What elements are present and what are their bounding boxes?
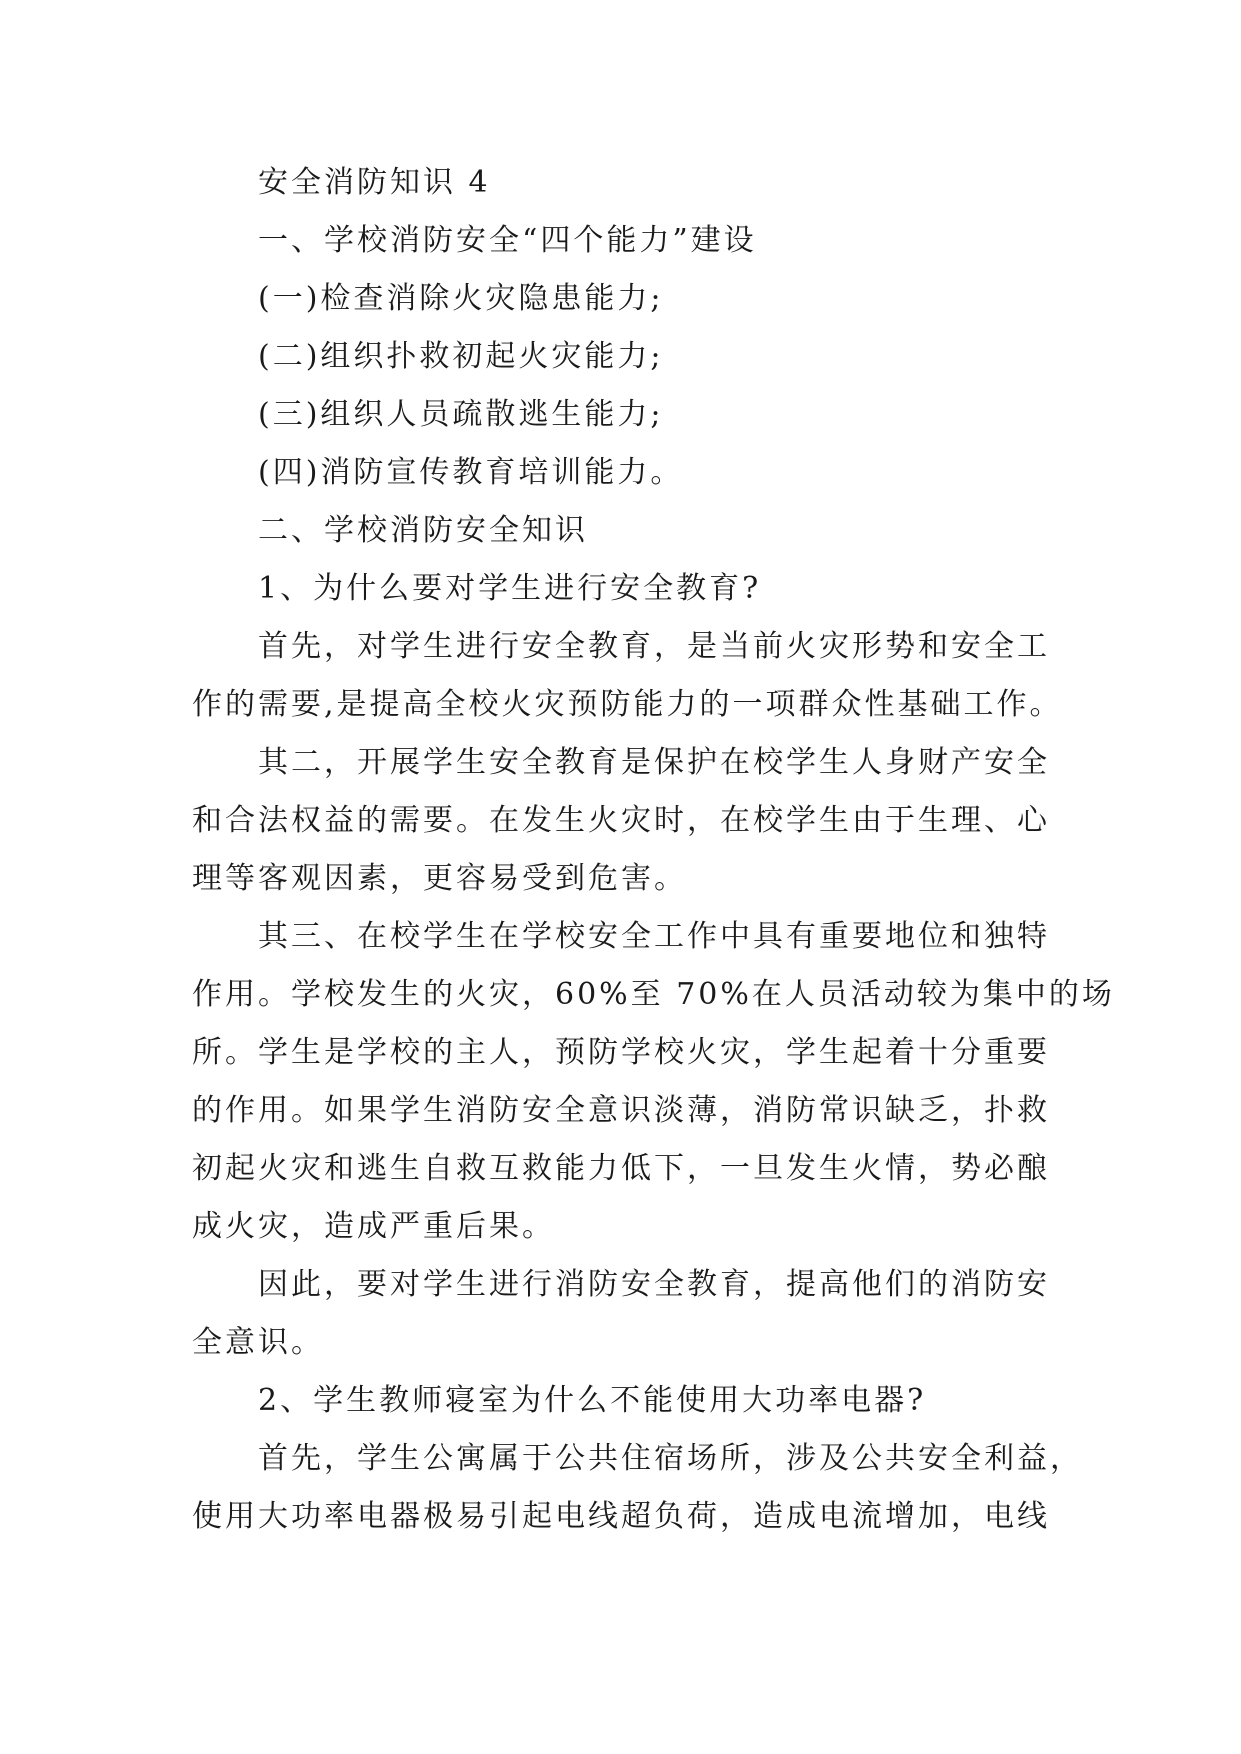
paragraph-line: 首先，对学生进行安全教育，是当前火灾形势和安全工 [258,629,1050,664]
section1-heading: 一、学校消防安全“四个能力”建设 [258,223,757,258]
paragraph-line: 其三、在校学生在学校安全工作中具有重要地位和独特 [258,919,1050,954]
paragraph-line: 成火灾，造成严重后果。 [192,1209,555,1244]
paragraph-line: 和合法权益的需要。在发生火灾时，在校学生由于生理、心 [192,803,1050,838]
section2-heading: 二、学校消防安全知识 [258,513,588,548]
paragraph-line: 其二，开展学生安全教育是保护在校学生人身财产安全 [258,745,1050,780]
document-title: 安全消防知识 4 [258,165,491,200]
paragraph-line: 首先，学生公寓属于公共住宿场所，涉及公共安全利益， [258,1441,1083,1476]
paragraph-line: 使用大功率电器极易引起电线超负荷，造成电流增加，电线 [192,1499,1050,1534]
question-2: 2、学生教师寝室为什么不能使用大功率电器? [258,1383,927,1418]
paragraph-line: 因此，要对学生进行消防安全教育，提高他们的消防安 [258,1267,1050,1302]
paragraph-line: 理等客观因素，更容易受到危害。 [192,861,687,896]
section1-item: (四)消防宣传教育培训能力。 [258,455,684,490]
paragraph-line: 全意识。 [192,1325,324,1360]
section1-item: (三)组织人员疏散逃生能力; [258,397,664,432]
paragraph-line: 初起火灾和逃生自救互救能力低下，一旦发生火情，势必酿 [192,1151,1050,1186]
section1-item: (一)检查消除火灾隐患能力; [258,281,664,316]
paragraph-line: 所。学生是学校的主人，预防学校火灾，学生起着十分重要 [192,1035,1050,1070]
question-1: 1、为什么要对学生进行安全教育? [258,571,762,606]
paragraph-line: 作用。学校发生的火灾，60%至 70%在人员活动较为集中的场 [192,977,1115,1012]
section1-item: (二)组织扑救初起火灾能力; [258,339,664,374]
paragraph-line: 作的需要,是提高全校火灾预防能力的一项群众性基础工作。 [192,687,1063,722]
paragraph-line: 的作用。如果学生消防安全意识淡薄，消防常识缺乏，扑救 [192,1093,1050,1128]
document-page [192,154,1115,1546]
